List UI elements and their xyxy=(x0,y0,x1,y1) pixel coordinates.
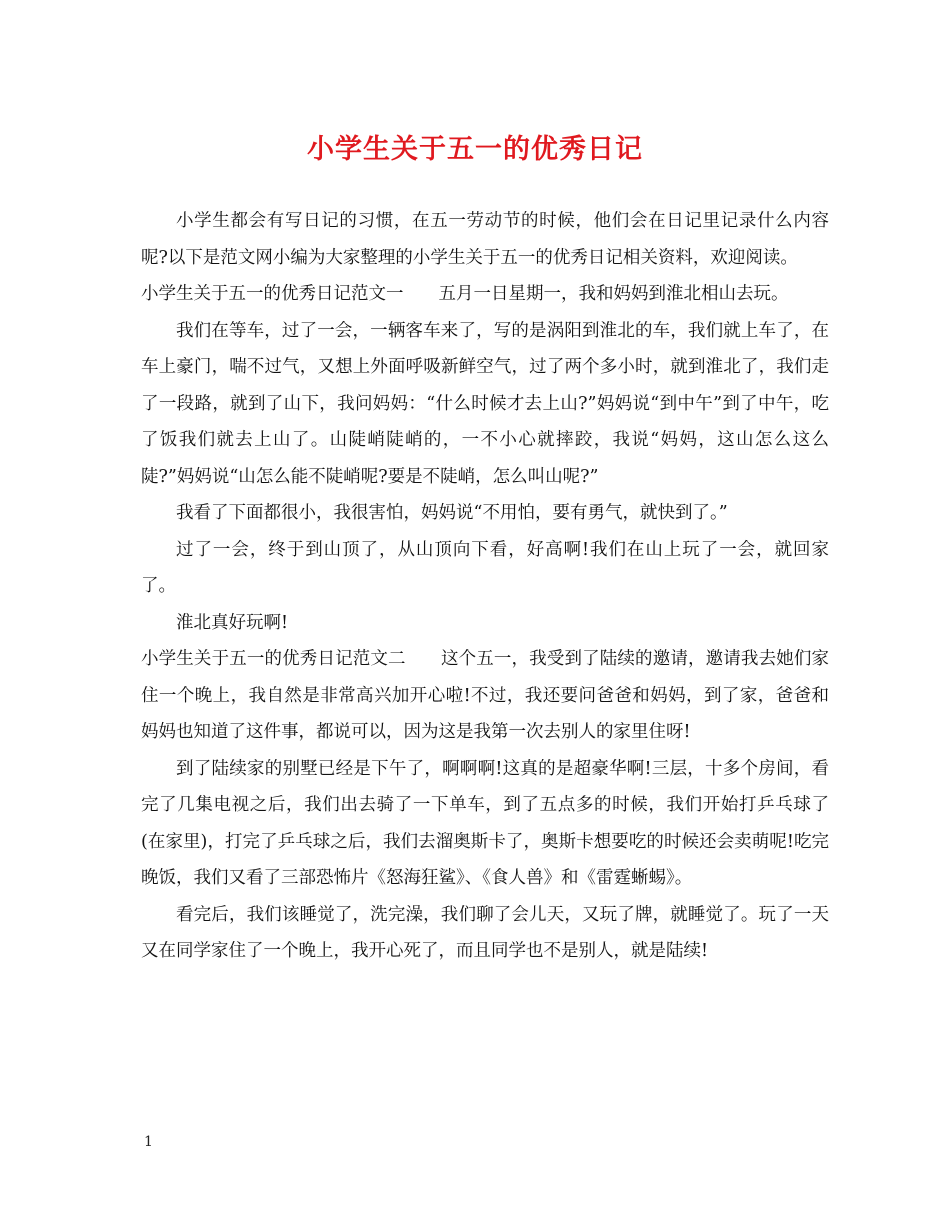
paragraph: 淮北真好玩啊! xyxy=(176,612,289,633)
paragraph: 到了陆续家的别墅已经是下午了，啊啊啊!这真的是超豪华啊!三层，十多个房间，看完了几集电视之后，我们出去骑了一下单车，到了五点多的时候，我们开始打乒乓球了(在家里)，打完了乒乓球之后，我们去溜奥斯卡了，奥斯卡想要吃的时候还会卖萌呢!吃完晚饭，我们又看了三部恐怖片《怒海狂鲨》、《食人兽》和《雷霆蜥蜴》。 xyxy=(141,758,829,888)
paragraph: 我看了下面都很小，我很害怕，妈妈说“不用怕，要有勇气，就快到了。” xyxy=(176,503,728,523)
paragraph: 我们在等车，过了一会，一辆客车来了，写的是涡阳到淮北的车，我们就上车了，在车上豪门，喘不过气，又想上外面呼吸新鲜空气，过了两个多小时，就到淮北了，我们走了一段路，就到了山下，我问妈妈：“什么时候才去上山?”妈妈说“到中午”到了中午，吃了饭我们就去上山了。山陡峭陡峭的，一不小心就摔跤，我说“妈妈，这山怎么这么陡?”妈妈说“山怎么能不陡峭呢?要是不陡峭，怎么叫山呢?” xyxy=(141,320,829,487)
paragraph-intro: 小学生都会有写日记的习惯，在五一劳动节的时候，他们会在日记里记录什么内容呢?以下是范文网小编为大家整理的小学生关于五一的优秀日记相关资料，欢迎阅读。 xyxy=(141,211,829,268)
paragraph: 过了一会，终于到山顶了，从山顶向下看，好高啊!我们在山上玩了一会，就回家了。 xyxy=(141,539,829,596)
page-number: 1 xyxy=(144,1134,153,1150)
paragraph-sample-one-heading: 小学生关于五一的优秀日记范文一 五月一日星期一，我和妈妈到淮北相山去玩。 xyxy=(141,284,789,304)
paragraph: 看完后，我们该睡觉了，洗完澡，我们聊了会儿天，又玩了牌，就睡觉了。玩了一天又在同学家住了一个晚上，我开心死了，而且同学也不是别人，就是陆续! xyxy=(141,904,829,961)
document-body xyxy=(141,203,829,970)
paragraph-sample-two-heading: 小学生关于五一的优秀日记范文二 这个五一，我受到了陆续的邀请，邀请我去她们家住一个晚上，我自然是非常高兴加开心啦!不过，我还要问爸爸和妈妈，到了家，爸爸和妈妈也知道了这件事，都说可以，因为这是我第一次去别人的家里住呀! xyxy=(141,649,829,742)
document-title: 小学生关于五一的优秀日记 xyxy=(307,134,643,165)
